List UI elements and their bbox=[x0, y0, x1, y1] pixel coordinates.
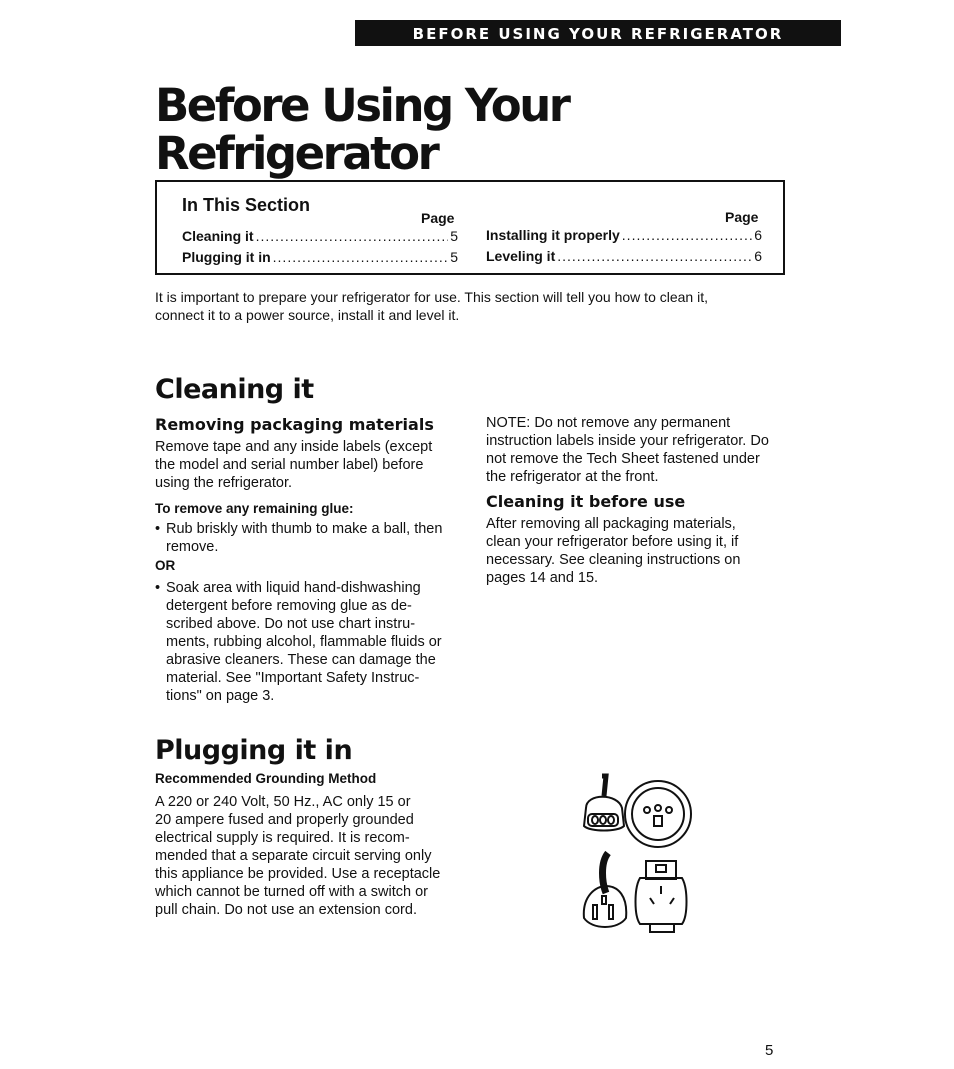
toc-entry-leveling[interactable] bbox=[486, 248, 762, 264]
text-line: ments, rubbing alcohol, flammable fluids or bbox=[166, 634, 442, 650]
intro-line: connect it to a power source, install it and level it. bbox=[155, 307, 460, 323]
intro-line: It is important to prepare your refrigerator for use. This section will tell you how to clean it, bbox=[155, 289, 708, 305]
toc-leader-dots bbox=[273, 249, 449, 265]
text-line: clean your refrigerator before using it, if bbox=[486, 534, 739, 550]
page-column-label-left: Page bbox=[421, 210, 455, 226]
grounding-method-text bbox=[155, 793, 475, 919]
toc-entry-cleaning[interactable] bbox=[182, 228, 458, 244]
text-line: the model and serial number label) before bbox=[155, 457, 424, 473]
page-number: 5 bbox=[765, 1042, 774, 1059]
page-column-label-right: Page bbox=[725, 209, 759, 225]
or-label: OR bbox=[155, 558, 176, 573]
bullet-dot: • bbox=[155, 580, 161, 596]
cleaning-heading: Cleaning it bbox=[155, 374, 314, 405]
text-line: tions" on page 3. bbox=[166, 688, 275, 704]
text-line: Rub briskly with thumb to make a ball, then bbox=[166, 521, 443, 537]
toc-leader-dots bbox=[622, 227, 752, 243]
removing-packaging-heading: Removing packaging materials bbox=[155, 415, 434, 434]
toc-entry-label: Leveling it bbox=[486, 248, 556, 264]
page-title-line-1: Before Using Your bbox=[155, 79, 569, 132]
text-line: pull chain. Do not use an extension cord. bbox=[155, 902, 417, 918]
text-line: Remove tape and any inside labels (except bbox=[155, 439, 433, 455]
glue-bullet-1 bbox=[155, 520, 465, 556]
toc-entry-page: 6 bbox=[754, 227, 762, 243]
text-line: NOTE: Do not remove any permanent bbox=[486, 415, 731, 431]
text-line: After removing all packaging materials, bbox=[486, 516, 736, 532]
grounding-method-heading: Recommended Grounding Method bbox=[155, 771, 377, 786]
toc-leader-dots bbox=[557, 248, 752, 264]
cleaning-before-use-heading: Cleaning it before use bbox=[486, 492, 686, 511]
plugging-heading: Plugging it in bbox=[155, 735, 353, 766]
toc-leader-dots bbox=[256, 228, 449, 244]
toc-entry-plugging[interactable] bbox=[182, 249, 458, 265]
in-this-section-title: In This Section bbox=[182, 195, 311, 215]
text-line: using the refrigerator. bbox=[155, 475, 293, 491]
section-header-bar bbox=[355, 20, 841, 46]
toc-entry-page: 5 bbox=[450, 228, 458, 244]
note-paragraph bbox=[486, 414, 796, 486]
text-line: the refrigerator at the front. bbox=[486, 469, 659, 485]
text-line: mended that a separate circuit serving only bbox=[155, 848, 432, 864]
remove-glue-heading: To remove any remaining glue: bbox=[155, 501, 354, 516]
text-line: Soak area with liquid hand-dishwashing bbox=[166, 580, 421, 596]
intro-paragraph bbox=[155, 288, 775, 324]
toc-entry-label: Installing it properly bbox=[486, 227, 620, 243]
toc-entry-label: Plugging it in bbox=[182, 249, 271, 265]
text-line: detergent before removing glue as de- bbox=[166, 598, 412, 614]
text-line: A 220 or 240 Volt, 50 Hz., AC only 15 or bbox=[155, 794, 411, 810]
text-line: instruction labels inside your refrigerator. Do bbox=[486, 433, 769, 449]
toc-entry-page: 5 bbox=[450, 249, 458, 265]
bullet-dot: • bbox=[155, 521, 161, 537]
glue-bullet-2 bbox=[155, 579, 465, 705]
text-line: 20 ampere fused and properly grounded bbox=[155, 812, 414, 828]
text-line: scribed above. Do not use chart instru- bbox=[166, 616, 416, 632]
text-line: which cannot be turned off with a switch or bbox=[155, 884, 428, 900]
toc-entry-page: 6 bbox=[754, 248, 762, 264]
text-line: material. See "Important Safety Instruc- bbox=[166, 670, 420, 686]
plug-and-outlet-icon bbox=[578, 768, 703, 938]
text-line: pages 14 and 15. bbox=[486, 570, 599, 586]
toc-entry-installing[interactable] bbox=[486, 227, 762, 243]
text-line: not remove the Tech Sheet fastened under bbox=[486, 451, 760, 467]
text-line: this appliance be provided. Use a receptacle bbox=[155, 866, 441, 882]
cleaning-before-use-text bbox=[486, 515, 796, 587]
text-line: electrical supply is required. It is recom- bbox=[155, 830, 410, 846]
text-line: abrasive cleaners. These can damage the bbox=[166, 652, 436, 668]
page-title-line-2: Refrigerator bbox=[155, 127, 438, 180]
toc-entry-label: Cleaning it bbox=[182, 228, 254, 244]
removing-packaging-text bbox=[155, 438, 465, 492]
section-header-label: BEFORE USING YOUR REFRIGERATOR bbox=[412, 24, 784, 43]
page-title bbox=[155, 79, 855, 180]
text-line: necessary. See cleaning instructions on bbox=[486, 552, 741, 568]
text-line: remove. bbox=[166, 539, 219, 555]
